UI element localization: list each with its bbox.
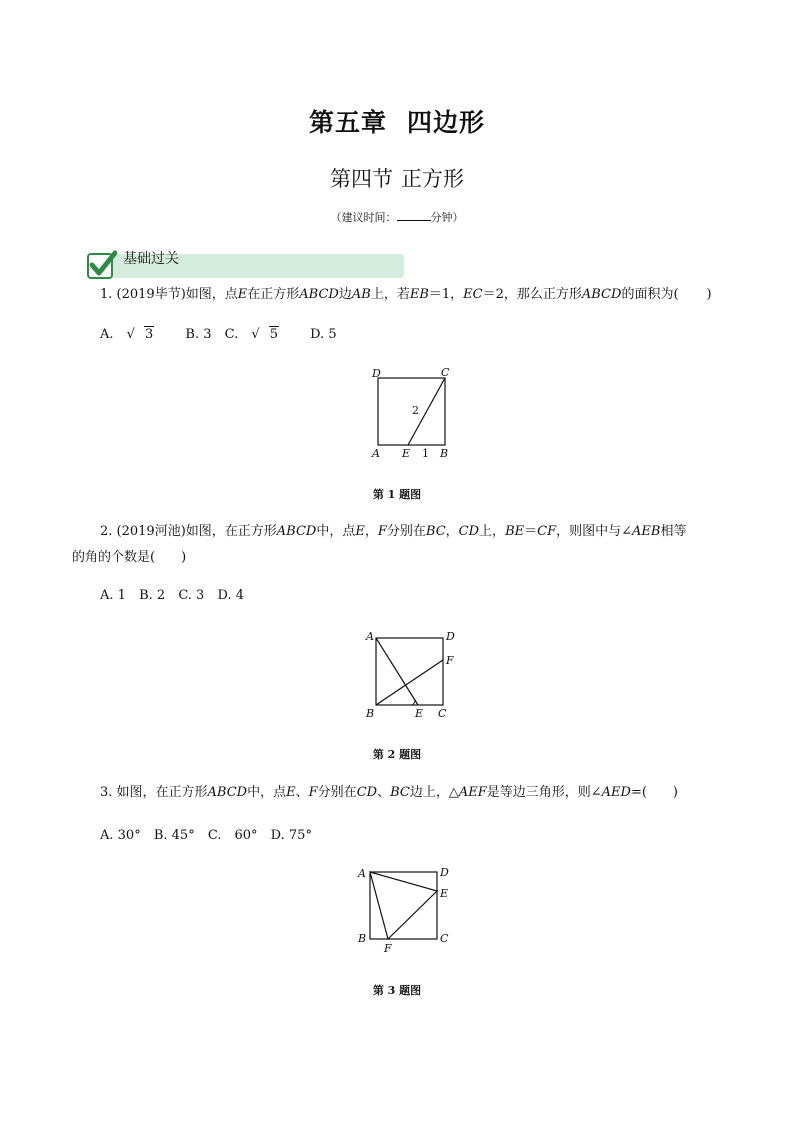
label-b: B — [366, 707, 375, 720]
label-f: F — [384, 942, 392, 955]
caption-1: 第 1 题图 — [372, 488, 422, 501]
label-d: D — [440, 866, 449, 879]
option-b[interactable]: B. 2 — [139, 588, 166, 603]
question-1: 1. (2019毕节)如图，点E在正方形ABCD边AB上，若EB＝1，EC＝2，那么正方形ABCD的面积为( ) — [100, 287, 712, 302]
label-e: E — [415, 707, 424, 720]
label-c: C — [441, 366, 450, 379]
label-c: C — [440, 932, 449, 945]
question-1-options — [100, 327, 346, 342]
label-d: D — [446, 630, 455, 643]
option-c[interactable]: C. √ 5 — [225, 327, 297, 342]
banner-label: 基础过关 — [123, 251, 179, 267]
option-c[interactable]: C. 60° — [207, 828, 258, 843]
time-blank[interactable] — [397, 211, 431, 221]
chapter-number: 第五章 — [308, 108, 387, 137]
option-a[interactable]: A. 1 — [100, 588, 126, 603]
option-a[interactable]: A. √ 3 — [100, 327, 172, 342]
suggested-time: （建议时间： 分钟） — [330, 211, 464, 224]
label-b: B — [358, 932, 367, 945]
label-d: D — [372, 367, 381, 380]
label-eb-length: 1 — [422, 447, 429, 460]
label-b: B — [440, 447, 449, 460]
figure-1 — [360, 362, 460, 462]
sqrt-3: √ 3 — [126, 327, 154, 342]
sqrt-5: √ 5 — [251, 327, 278, 342]
label-a: A — [358, 867, 366, 880]
option-b[interactable]: B. 45° — [153, 828, 195, 843]
question-2-options — [100, 588, 253, 603]
option-d[interactable]: D. 75° — [270, 828, 312, 843]
angle-mark — [412, 699, 415, 705]
label-c: C — [438, 707, 447, 720]
question-3: 3. 如图，在正方形ABCD中，点E、F分别在CD、BC边上，△AEF是等边三角形，则∠AED=( ) — [100, 785, 678, 800]
label-e: E — [440, 887, 449, 900]
option-a[interactable]: A. 30° — [100, 828, 141, 843]
question-2: 2. (2019河池)如图，在正方形ABCD中，点E，F分别在BC，CD上，BE＝CF，则图中与∠AEB相等 — [100, 524, 687, 539]
caption-3: 第 3 题图 — [372, 984, 422, 997]
label-e: E — [402, 447, 411, 460]
question-3-options — [100, 824, 321, 843]
caption-2: 第 2 题图 — [372, 748, 422, 761]
section-title — [0, 163, 794, 193]
option-c[interactable]: C. 3 — [178, 588, 205, 603]
question-2-line-2: 的角的个数是( ) — [72, 550, 187, 565]
chapter-name: 四边形 — [407, 108, 486, 137]
checkmark-icon — [87, 250, 117, 280]
label-ec-length: 2 — [412, 404, 419, 417]
option-b[interactable]: B. 3 — [185, 327, 212, 342]
chapter-title — [0, 103, 794, 139]
label-a: A — [372, 447, 380, 460]
figure-2 — [360, 626, 460, 726]
section-number: 第四节 — [330, 167, 393, 191]
label-f: F — [446, 654, 454, 667]
label-a: A — [366, 630, 374, 643]
figure-3 — [352, 864, 457, 959]
option-d[interactable]: D. 4 — [217, 588, 244, 603]
section-name: 正方形 — [401, 167, 464, 191]
option-d[interactable]: D. 5 — [310, 327, 337, 342]
